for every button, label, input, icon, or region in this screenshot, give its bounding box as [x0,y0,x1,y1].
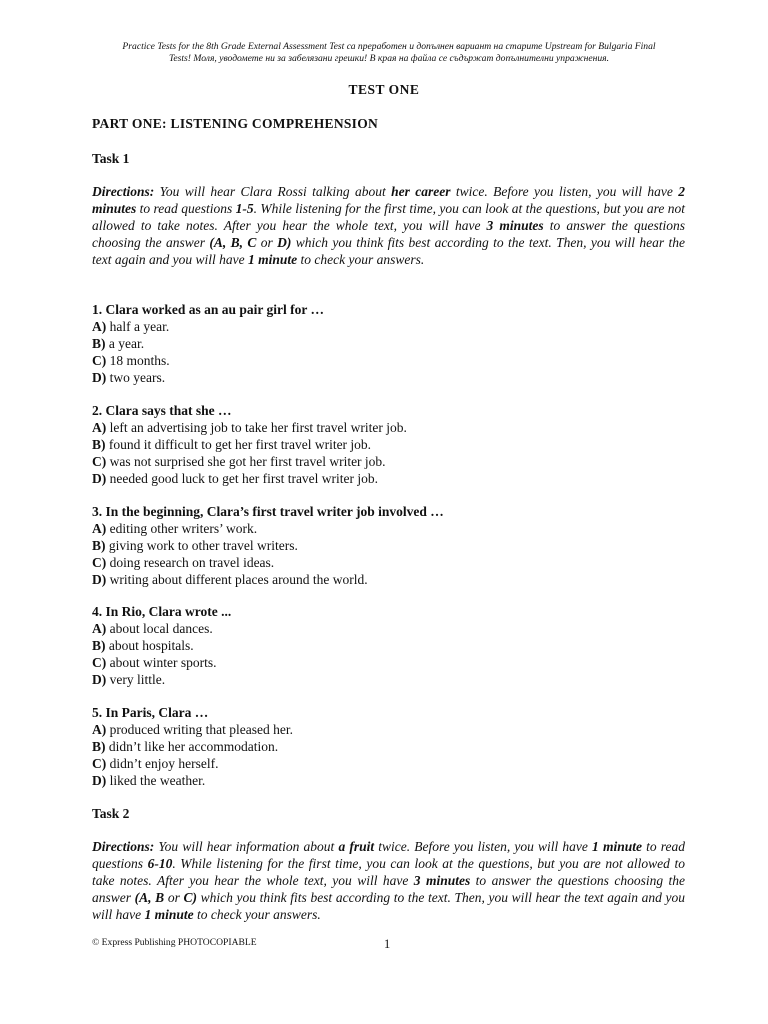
task-1-directions: Directions: You will hear Clara Rossi talking about her career twice. Before you listen, you will have 2 minutes to read questions 1-5. While listening for the first time, you can look at the questions, but you are not allowed to take notes. After you hear the whole text, you will have 3 minutes to answer the questions choosing the answer (A, B, C or D) which you think fits best according to the text. Then, you will hear the text again and you will have 1 minute to check your answers. [92,184,685,267]
test-title: TEST ONE [348,82,420,97]
answer-option-b: B) found it difficult to get her first travel writer job. [92,437,372,452]
header-line-1: Practice Tests for the 8th Grade External Assessment Test са преработен и допълнен вариант на старите Upstream for Bulgaria Final [122,41,656,52]
directions-label: Directions: [92,184,155,199]
answer-option-a: A) half a year. [92,319,170,334]
answer-option-b: B) about hospitals. [92,638,194,653]
answer-option-c: C) about winter sports. [92,655,217,670]
answer-option-d: D) very little. [92,672,166,687]
directions-label: Directions: [92,839,155,854]
answer-option-b: B) didn’t like her accommodation. [92,739,279,754]
answer-option-c: C) doing research on travel ideas. [92,555,275,570]
answer-option-a: A) left an advertising job to take her first travel writer job. [92,420,407,435]
answer-option-a: A) produced writing that pleased her. [92,722,293,737]
task-2-directions: Directions: You will hear information about a fruit twice. Before you listen, you will have 1 minute to read questions 6-10. While listening for the first time, you can look at the questions, but you are not allowed to take notes. After you hear the whole text, you will have 3 minutes to answer the questions choosing the answer (A, B or C) which you think fits best according to the text. Then, you will hear the text again and you will have 1 minute to check your answers. [92,839,686,922]
answer-option-c: C) didn’t enjoy herself. [92,756,219,771]
question-stem: 4. In Rio, Clara wrote ... [92,604,232,619]
answer-option-c: C) 18 months. [92,353,170,368]
question-5 [92,704,692,789]
question-4 [92,603,692,688]
question-stem: 3. In the beginning, Clara’s first travel writer job involved … [92,504,444,519]
question-stem: 5. In Paris, Clara … [92,705,209,720]
task-2-title: Task 2 [92,806,130,821]
answer-option-a: A) about local dances. [92,621,213,636]
page-header [60,41,718,65]
question-stem: 1. Clara worked as an au pair girl for … [92,302,325,317]
answer-option-d: D) needed good luck to get her first travel writer job. [92,471,379,486]
answer-option-b: B) a year. [92,336,145,351]
answer-option-d: D) writing about different places around the world. [92,572,368,587]
part-title: PART ONE: LISTENING COMPREHENSION [92,116,379,131]
question-2 [92,402,692,487]
footer-copyright: © Express Publishing PHOTOCOPIABLE [92,937,257,948]
question-stem: 2. Clara says that she … [92,403,232,418]
answer-option-a: A) editing other writers’ work. [92,521,258,536]
page-number: 1 [384,937,391,951]
answer-option-c: C) was not surprised she got her first travel writer job. [92,454,386,469]
header-line-2: Tests! Моля, уводомете ни за забелязани грешки! В края на файла се съдържат допълнителни упражнения. [168,53,610,64]
task-1-title: Task 1 [92,151,130,166]
answer-option-d: D) two years. [92,370,166,385]
answer-option-b: B) giving work to other travel writers. [92,538,298,553]
answer-option-d: D) liked the weather. [92,773,206,788]
question-3 [92,503,692,588]
question-1 [92,301,692,386]
